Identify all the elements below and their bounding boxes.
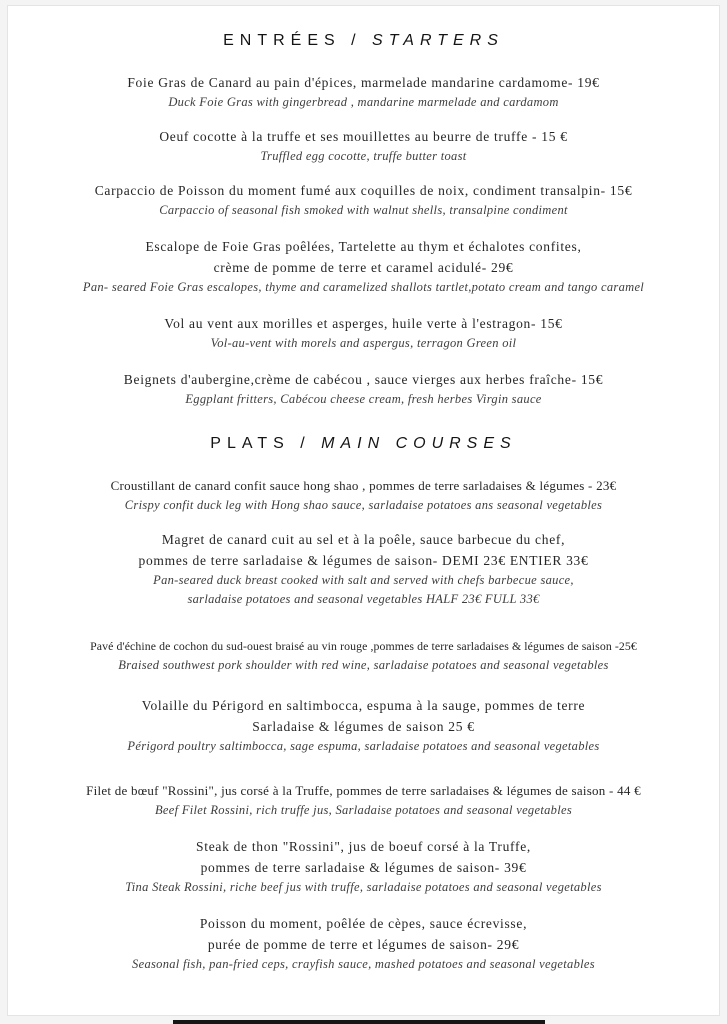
menu-item-foie-gras-canard xyxy=(38,72,689,112)
section-heading-main: PLATS / xyxy=(210,435,311,452)
dish-title-fr: Poisson du moment, poêlée de cèpes, sauce écrevisse, xyxy=(199,916,528,931)
section-main-courses xyxy=(38,435,689,974)
dish-title-fr: Oeuf cocotte à la truffe et ses mouillettes au beurre de truffe - 15 € xyxy=(159,129,568,144)
dish-desc-en: Périgord poultry saltimbocca, sage espuma, sarladaise potatoes and seasonal vegetables xyxy=(127,739,600,753)
menu-item-volaille-perigord xyxy=(38,695,689,756)
dish-title-fr-line2: pommes de terre sarladaise & légumes de saison- DEMI 23€ ENTIER 33€ xyxy=(138,553,589,568)
dish-desc-en: Seasonal fish, pan-fried ceps, crayfish sauce, mashed potatoes and seasonal vegetables xyxy=(132,957,595,971)
dish-title-fr-line2: pommes de terre sarladaise & légumes de saison- 39€ xyxy=(200,860,527,875)
dish-desc-en: Tina Steak Rossini, riche beef jus with truffe, sarladaise potatoes and seasonal vegetables xyxy=(125,880,602,894)
menu-item-filet-boeuf-rossini xyxy=(38,780,689,820)
dish-title-fr: Beignets d'aubergine,crème de cabécou , sauce vierges aux herbes fraîche- 15€ xyxy=(123,372,604,387)
dish-desc-en: Pan-seared duck breast cooked with salt and served with chefs barbecue sauce, xyxy=(153,573,574,587)
menu-page xyxy=(7,5,720,1016)
dish-title-fr: Magret de canard cuit au sel et à la poêle, sauce barbecue du chef, xyxy=(161,532,566,547)
dish-title-fr: Foie Gras de Canard au pain d'épices, marmelade mandarine cardamome- 19€ xyxy=(127,75,600,90)
menu-item-carpaccio xyxy=(38,180,689,220)
dish-desc-en: Crispy confit duck leg with Hong shao sauce, sarladaise potatoes ans seasonal vegetables xyxy=(124,498,603,512)
dish-title-fr-line2: purée de pomme de terre et légumes de saison- 29€ xyxy=(207,937,520,952)
menu-item-poisson-du-moment xyxy=(38,913,689,974)
menu-item-magret-canard xyxy=(38,529,689,609)
menu-item-croustillant-canard xyxy=(38,475,689,515)
cropped-content-edge xyxy=(173,1020,545,1024)
dish-title-fr: Volaille du Périgord en saltimbocca, espuma à la sauge, pommes de terre xyxy=(141,698,586,713)
dish-desc-en: Vol-au-vent with morels and aspergus, terragon Green oil xyxy=(210,336,517,350)
dish-title-fr-line2: Sarladaise & légumes de saison 25 € xyxy=(252,719,475,734)
menu-item-oeuf-cocotte xyxy=(38,126,689,166)
menu-item-steak-thon-rossini xyxy=(38,836,689,897)
section-starters xyxy=(38,32,689,409)
dish-desc-en: Beef Filet Rossini, rich truffe jus, Sarladaise potatoes and seasonal vegetables xyxy=(154,803,572,817)
dish-desc-en-line2: sarladaise potatoes and seasonal vegetables HALF 23€ FULL 33€ xyxy=(187,592,540,606)
dish-title-fr: Vol au vent aux morilles et asperges, huile verte à l'estragon- 15€ xyxy=(164,316,563,331)
dish-desc-en: Truffled egg cocotte, truffe butter toast xyxy=(260,149,467,163)
dish-desc-en: Duck Foie Gras with gingerbread , mandarine marmelade and cardamom xyxy=(168,95,559,109)
menu-item-pave-echine xyxy=(38,637,689,675)
section-heading-subtitle: MAIN COURSES xyxy=(321,435,517,452)
section-heading-main: ENTRÉES / xyxy=(223,32,362,49)
dish-title-fr: Croustillant de canard confit sauce hong shao , pommes de terre sarladaises & légumes - 23€ xyxy=(110,478,617,493)
dish-title-fr: Pavé d'échine de cochon du sud-ouest braisé au vin rouge ,pommes de terre sarladaises & légumes de saison -25€ xyxy=(90,639,637,653)
dish-desc-en: Eggplant fritters, Cabécou cheese cream, fresh herbes Virgin sauce xyxy=(185,392,542,406)
menu-item-escalope-foie-gras xyxy=(38,236,689,297)
section-heading-main-courses xyxy=(38,435,689,453)
section-heading-subtitle: STARTERS xyxy=(372,32,504,49)
dish-title-fr: Filet de bœuf "Rossini", jus corsé à la Truffe, pommes de terre sarladaises & légumes de saison - 44 € xyxy=(86,783,641,798)
dish-title-fr: Carpaccio de Poisson du moment fumé aux coquilles de noix, condiment transalpin- 15€ xyxy=(94,183,633,198)
dish-desc-en: Braised southwest pork shoulder with red wine, sarladaise potatoes and seasonal vegetables xyxy=(118,658,609,672)
dish-title-fr: Steak de thon "Rossini", jus de boeuf corsé à la Truffe, xyxy=(196,839,531,854)
dish-title-fr: Escalope de Foie Gras poêlées, Tartelette au thym et échalotes confites, xyxy=(145,239,582,254)
menu-item-vol-au-vent xyxy=(38,313,689,353)
section-heading-starters xyxy=(38,32,689,50)
dish-title-fr-line2: crème de pomme de terre et caramel acidulé- 29€ xyxy=(213,260,514,275)
menu-item-beignets-aubergine xyxy=(38,369,689,409)
dish-desc-en: Pan- seared Foie Gras escalopes, thyme and caramelized shallots tartlet,potato cream and tango caramel xyxy=(82,280,645,294)
dish-desc-en: Carpaccio of seasonal fish smoked with walnut shells, transalpine condiment xyxy=(159,203,568,217)
